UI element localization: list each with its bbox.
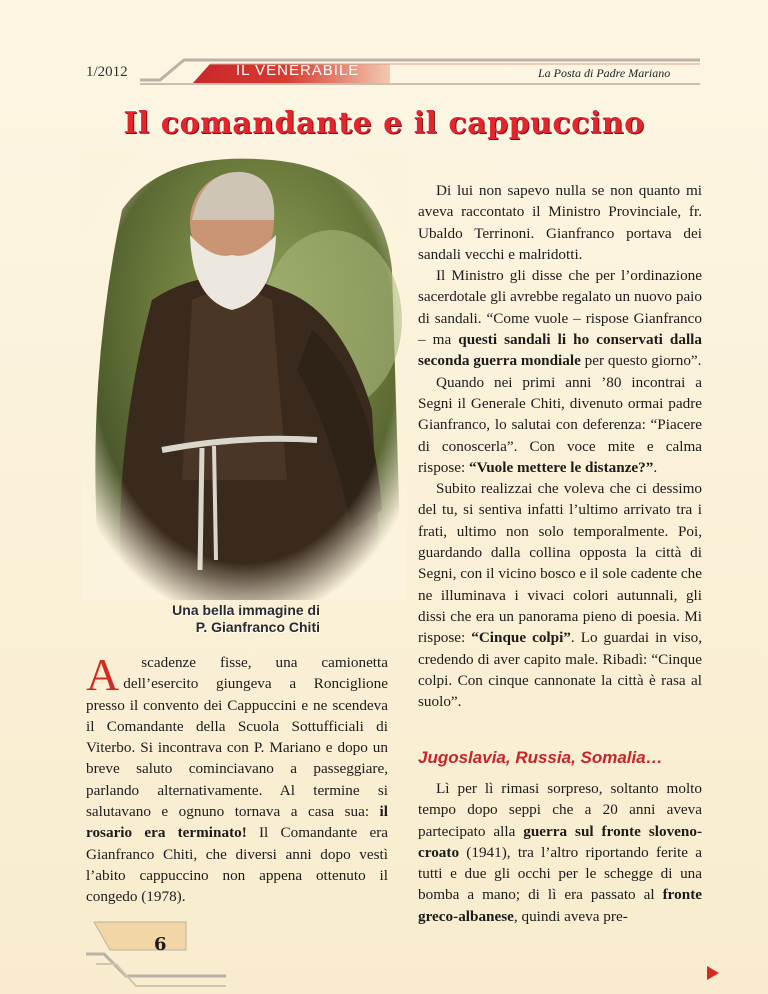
bold-run: il rosario era terminato! xyxy=(86,803,388,842)
right-column xyxy=(418,180,702,712)
caption-line-1: Una bella immagine di xyxy=(172,602,320,618)
text-run: scadenze fisse, una camionetta dell’esercito giungeva a Ronciglione presso il convento dei Cappuccini e ne scendeva il Comandante della Scuola Sottufficiali di Viterbo. Si incontrava con P. Mariano e dopo un breve saluto cominciavano a passeggiare, parlando alternativamente. Al termine si salutavano e ognuno tornava a casa sua: xyxy=(86,654,388,821)
photo-caption xyxy=(120,602,320,636)
text-run: Quando nei primi anni ’80 incontrai a Segni il Generale Chiti, divenuto ormai padre Gianfranco, lo salutai con deferenza: “Piacere di conoscerla”. Con voce mite e calma rispose: xyxy=(418,373,702,476)
page-number: 6 xyxy=(154,934,167,955)
text-run: . Lo guardai in viso, credendo di aver capito male. Ribadì: “Cinque colpi. Con cinque cannonate la città è rasa al suolo”. xyxy=(418,629,702,711)
right-paragraph-1: Di lui non sapevo nulla se non quanto mi aveva raccontato il Ministro Provinciale, fr. Ubaldo Terrinoni. Gianfranco portava dei sandali vecchi e malridotti. xyxy=(418,182,702,263)
left-paragraph-1 xyxy=(86,649,388,908)
text-run: , quindi aveva pre- xyxy=(513,907,628,925)
caption-line-2: P. Gianfranco Chiti xyxy=(195,619,320,635)
bold-run: guerra sul fronte sloveno-croato xyxy=(418,822,702,861)
text-run: per questo giorno”. xyxy=(580,352,702,370)
right2-paragraph-1 xyxy=(418,778,702,927)
text-run: Subito realizzai che voleva che ci dessimo del tu, si sentiva infatti l’ultimo arrivato tra i frati, ultimo non solo temporalmente. Poi, guardando dalla collina opposta la città di Segni, con il vicino bosco e il sole cadente che ne illuminava i vivaci colori autunnali, gli dissi che era un panorama pieno di poesia. Mi rispose: xyxy=(418,480,702,647)
continue-arrow-icon xyxy=(706,965,720,981)
text-run: Il Comandante era Gianfranco Chiti, che diversi anni dopo vestì l’abito cappuccino non appena ottenuto il congedo (1978). xyxy=(86,824,388,906)
drop-cap: A xyxy=(86,649,120,700)
text-run: Lì per lì rimasi sorpreso, soltanto molto tempo dopo seppi che a 20 anni aveva partecipato alla xyxy=(418,780,702,840)
bold-run: “Vuole mettere le distanze?” xyxy=(469,458,654,476)
bold-run: questi sandali li ho conservati dalla seconda guerra mondiale xyxy=(418,331,702,370)
left-column xyxy=(86,649,388,908)
bold-run: fronte greco-albanese xyxy=(418,886,702,925)
issue-number: 1/2012 xyxy=(86,64,128,80)
right-column-continued xyxy=(418,778,702,927)
text-run: Il Ministro gli disse che per l’ordinazione sacerdotale gli avrebbe regalato un nuovo paio di sandali. “Come vuole – rispose Gianfranco – ma xyxy=(418,267,702,349)
right-paragraph-2 xyxy=(418,265,702,371)
right-paragraph-3 xyxy=(418,372,702,478)
section-subheading: Jugoslavia, Russia, Somalia… xyxy=(418,748,663,767)
text-run: . xyxy=(653,458,658,476)
bold-run: “Cinque colpi” xyxy=(471,629,571,647)
section-label: IL VENERABILE xyxy=(236,62,360,79)
text-run: (1941), tra l’altro riportando ferite a tutti e due gli occhi per le schegge di una bomba a mano; di lì era passato al xyxy=(418,843,702,904)
friar-photo xyxy=(82,150,407,600)
right-paragraph-4 xyxy=(418,478,702,712)
publication-name: La Posta di Padre Mariano xyxy=(538,66,671,80)
article-title: Il comandante e il cappuccino xyxy=(123,106,645,141)
